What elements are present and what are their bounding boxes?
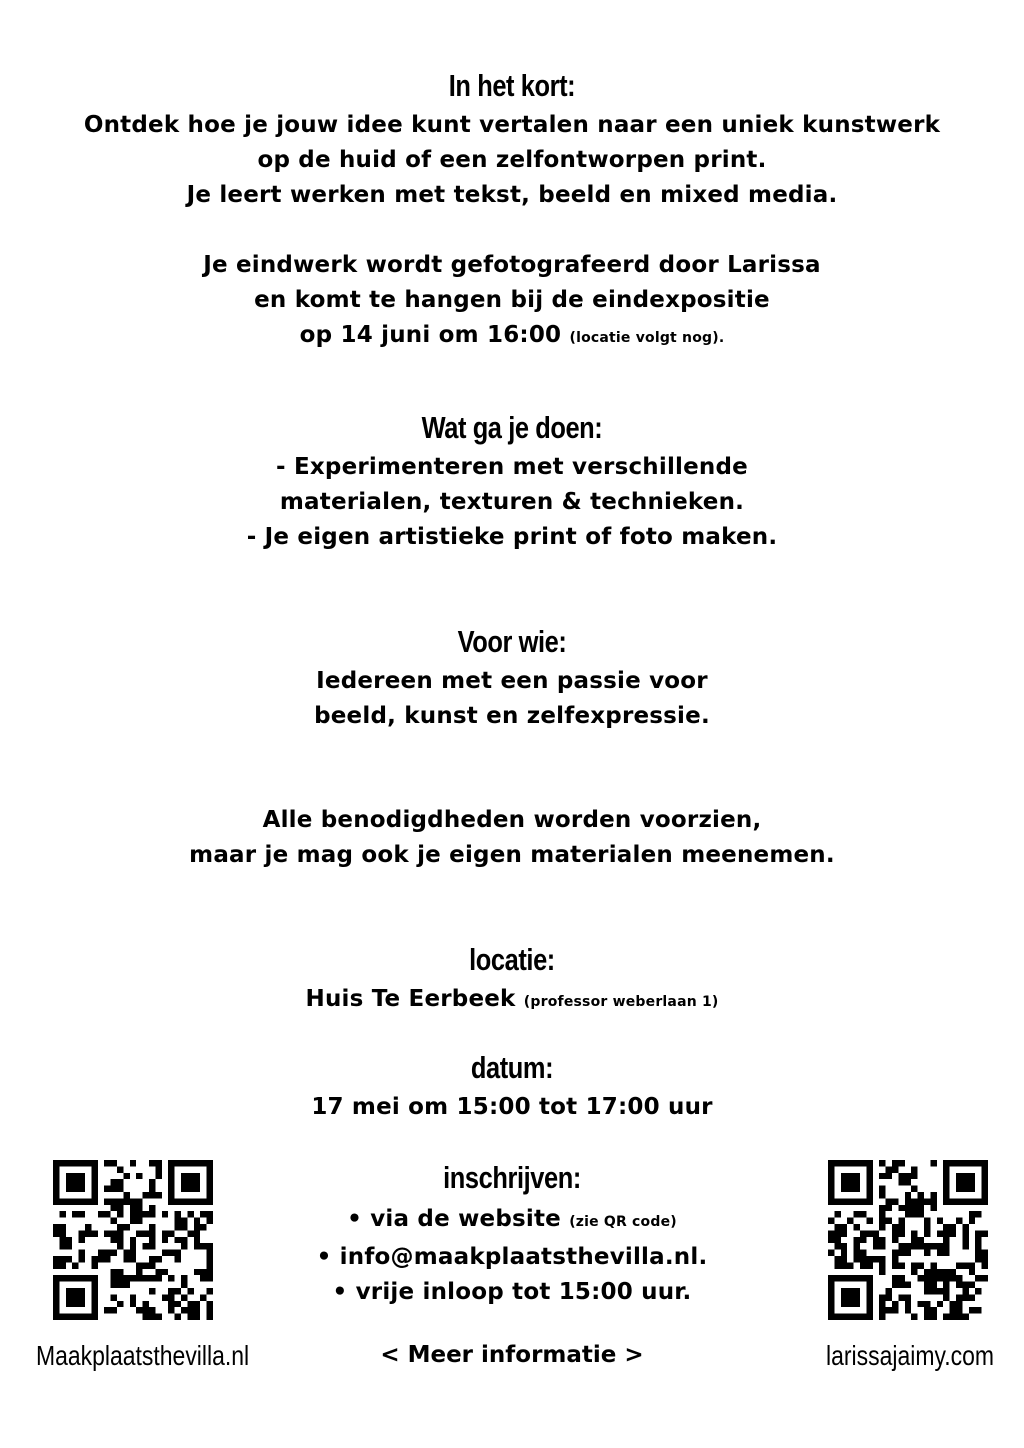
heading-in-het-kort: In het kort: [448,68,576,103]
exposition-date: op 14 juni om 16:00 [299,322,562,348]
date-paragraph [0,1090,1024,1125]
intro-paragraph [0,108,1024,213]
more-info-link[interactable]: < Meer informatie > [380,1342,644,1368]
heading-voor-wie: Voor wie: [457,624,567,659]
qr-code-icon[interactable] [828,1160,988,1320]
location-address: (professor weberlaan 1) [523,994,719,1010]
registration-walk-in: • vrije inloop tot 15:00 uur. [332,1279,692,1305]
location-paragraph [0,982,1024,1020]
maakplaats-website-link[interactable]: Maakplaatsthevilla.nl [36,1340,250,1371]
event-date: 17 mei om 15:00 tot 17:00 uur [311,1094,713,1120]
intro-line: op de huid of een zelfontworpen print. [257,147,767,173]
eindwerk-line: en komt te hangen bij de eindexpositie [254,287,770,313]
intro-line: Ontdek hoe je jouw idee kunt vertalen naar een uniek kunstwerk [83,112,941,138]
exposition-location-note: (locatie volgt nog). [569,330,725,346]
activity-line: - Experimenteren met verschillende [276,454,748,480]
activity-line: materialen, texturen & technieken. [279,489,745,515]
eindwerk-date-line [0,318,1024,356]
registration-email[interactable]: • info@maakplaatsthevilla.nl. [316,1244,708,1270]
location-name: Huis Te Eerbeek [305,986,516,1012]
activity-line: - Je eigen artistieke print of foto maken. [246,524,778,550]
audience-line: beeld, kunst en zelfexpressie. [314,703,710,729]
audience-paragraph [0,664,1024,734]
supplies-line: maar je mag ook je eigen materialen meenemen. [189,842,835,868]
audience-line: Iedereen met een passie voor [316,668,708,694]
supplies-line: Alle benodigdheden worden voorzien, [262,807,762,833]
heading-inschrijven: inschrijven: [443,1160,581,1195]
heading-locatie: locatie: [469,942,555,977]
location-line [0,982,1024,1020]
qr-code-icon[interactable] [53,1160,213,1320]
larissajaimy-website-link[interactable]: larissajaimy.com [826,1340,994,1371]
supplies-paragraph [0,803,1024,873]
heading-wat-ga-je-doen: Wat ga je doen: [421,410,603,445]
intro-line: Je leert werken met tekst, beeld en mixed media. [186,182,838,208]
eindwerk-paragraph [0,248,1024,356]
eindwerk-line: Je eindwerk wordt gefotografeerd door Larissa [203,252,821,278]
activities-paragraph [0,450,1024,555]
registration-website-text: • via de website [347,1206,561,1232]
heading-datum: datum: [470,1050,554,1085]
registration-website-note: (zie QR code) [569,1214,677,1230]
